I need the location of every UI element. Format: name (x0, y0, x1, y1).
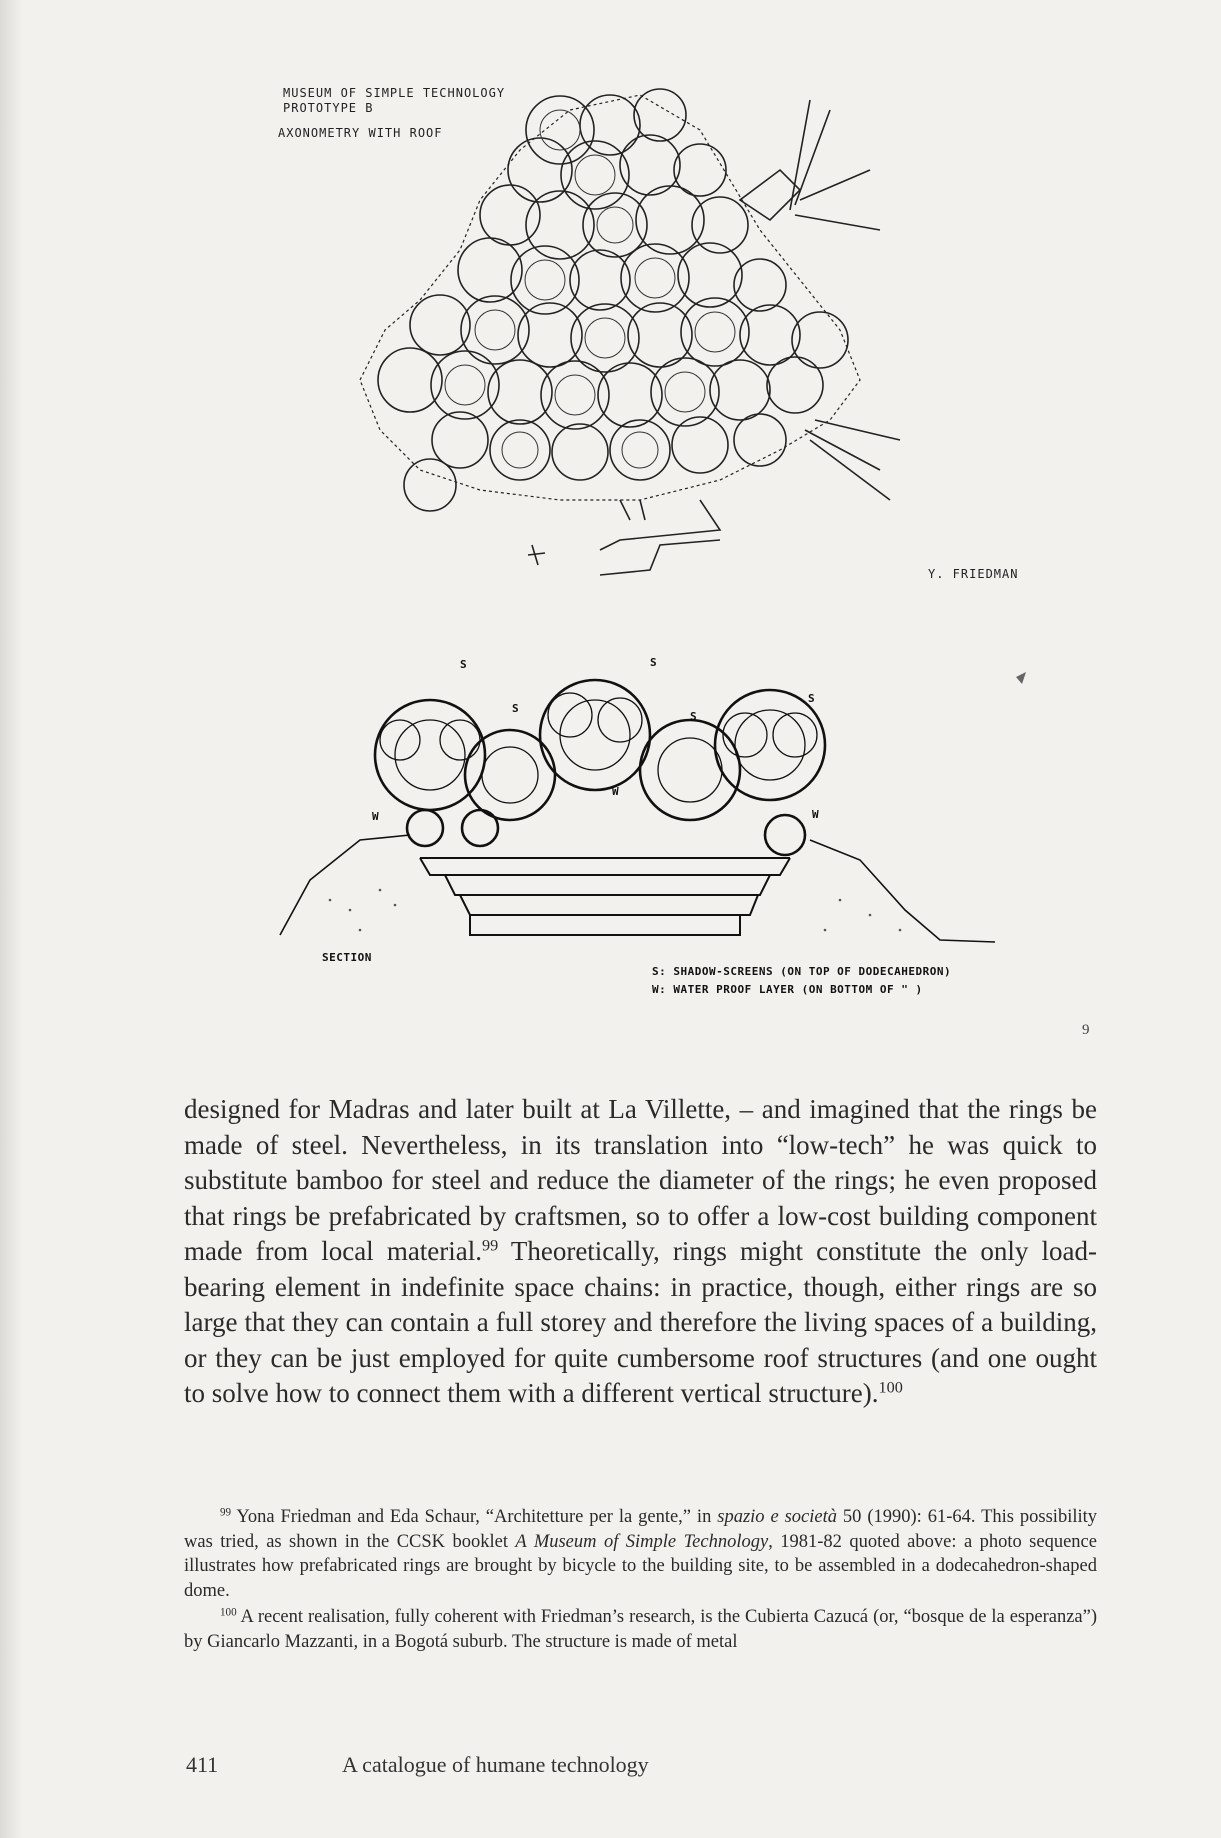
waterproof-mark: W (372, 810, 380, 823)
legend-shadow-screens: S: SHADOW-SCREENS (ON TOP OF DODECAHEDRON) (652, 965, 952, 978)
ink-mark (1016, 672, 1026, 684)
paragraph-text-continued: Theoretically, rings might constitute the only load-bearing element in indefinite space chains: in practice, though, either rings are so large that they can contain a full storey and therefore the living spaces of a building, or they can be just employed for quite cumbersome roof structures (and one ought to solve how to connect them with a different vertical structure). (184, 1236, 1097, 1408)
section-label: SECTION (322, 951, 372, 964)
footnote-number: 100 (220, 1606, 237, 1619)
shadow-screen-mark: S (512, 702, 520, 715)
sketch-title-line-3: AXONOMETRY WITH ROOF (278, 126, 443, 140)
shadow-screen-mark: S (690, 710, 698, 723)
page-footer (186, 1752, 649, 1778)
page-number: 411 (186, 1752, 219, 1777)
footnote-text: , 1981-82 quoted above: a photo sequence illustrates how prefabricated rings are brought by bicycle to the building site, to be assembled in a dodecahedron-shaped dome. (184, 1531, 1097, 1601)
footnote-number: 99 (220, 1506, 232, 1519)
shadow-screen-mark: S (460, 658, 468, 671)
plate-number: 9 (1082, 1022, 1090, 1038)
paragraph-text: designed for Madras and later built at La Villette, – and imagined that the rings be made of steel. Nevertheless, in its translation into “low-tech” he was quick to substitute bamboo for steel and reduce the diameter of the rings; he even proposed that rings be prefabricated by craftsmen, so to offer a low-cost building component made from local material. (184, 1094, 1097, 1266)
axonometry-sketch (360, 89, 900, 575)
sketch-title-line-1: MUSEUM OF SIMPLE TECHNOLOGY (283, 86, 506, 100)
footnotes (184, 1505, 1097, 1656)
footnote-text: Yona Friedman and Eda Schaur, “Architetture per la gente,” in (231, 1507, 718, 1527)
footnote-text: 50 (1990): 61-64. This possibility was tried, as shown in the CCSK booklet (184, 1507, 1098, 1552)
running-title: A catalogue of humane technology (342, 1752, 649, 1777)
section-sketch (280, 680, 995, 942)
sketch-title-line-2: PROTOTYPE B (283, 101, 374, 115)
body-paragraph (184, 1092, 1097, 1412)
waterproof-mark: W (812, 808, 820, 821)
shadow-screen-mark: S (650, 656, 658, 669)
footnote-99 (184, 1505, 1097, 1603)
footnote-journal-title: spazio e società (717, 1507, 837, 1527)
footnote-ref-99[interactable]: 99 (482, 1236, 499, 1255)
waterproof-mark: W (612, 785, 620, 798)
shadow-screen-mark: S (808, 692, 816, 705)
footnote-ref-100[interactable]: 100 (878, 1378, 903, 1397)
legend-waterproof-layer: W: WATER PROOF LAYER (ON BOTTOM OF " ) (652, 983, 923, 996)
footnote-100 (184, 1605, 1097, 1654)
footnote-booklet-title: A Museum of Simple Technology (515, 1531, 769, 1552)
footnote-text: A recent realisation, fully coherent with Friedman’s research, is the Cubierta Cazucá (or, “bosque de la esperanza”) by Giancarlo Mazzanti, in a Bogotá suburb. The structure is made of metal (184, 1607, 1097, 1652)
sketch-signature: Y. FRIEDMAN (928, 567, 1019, 581)
